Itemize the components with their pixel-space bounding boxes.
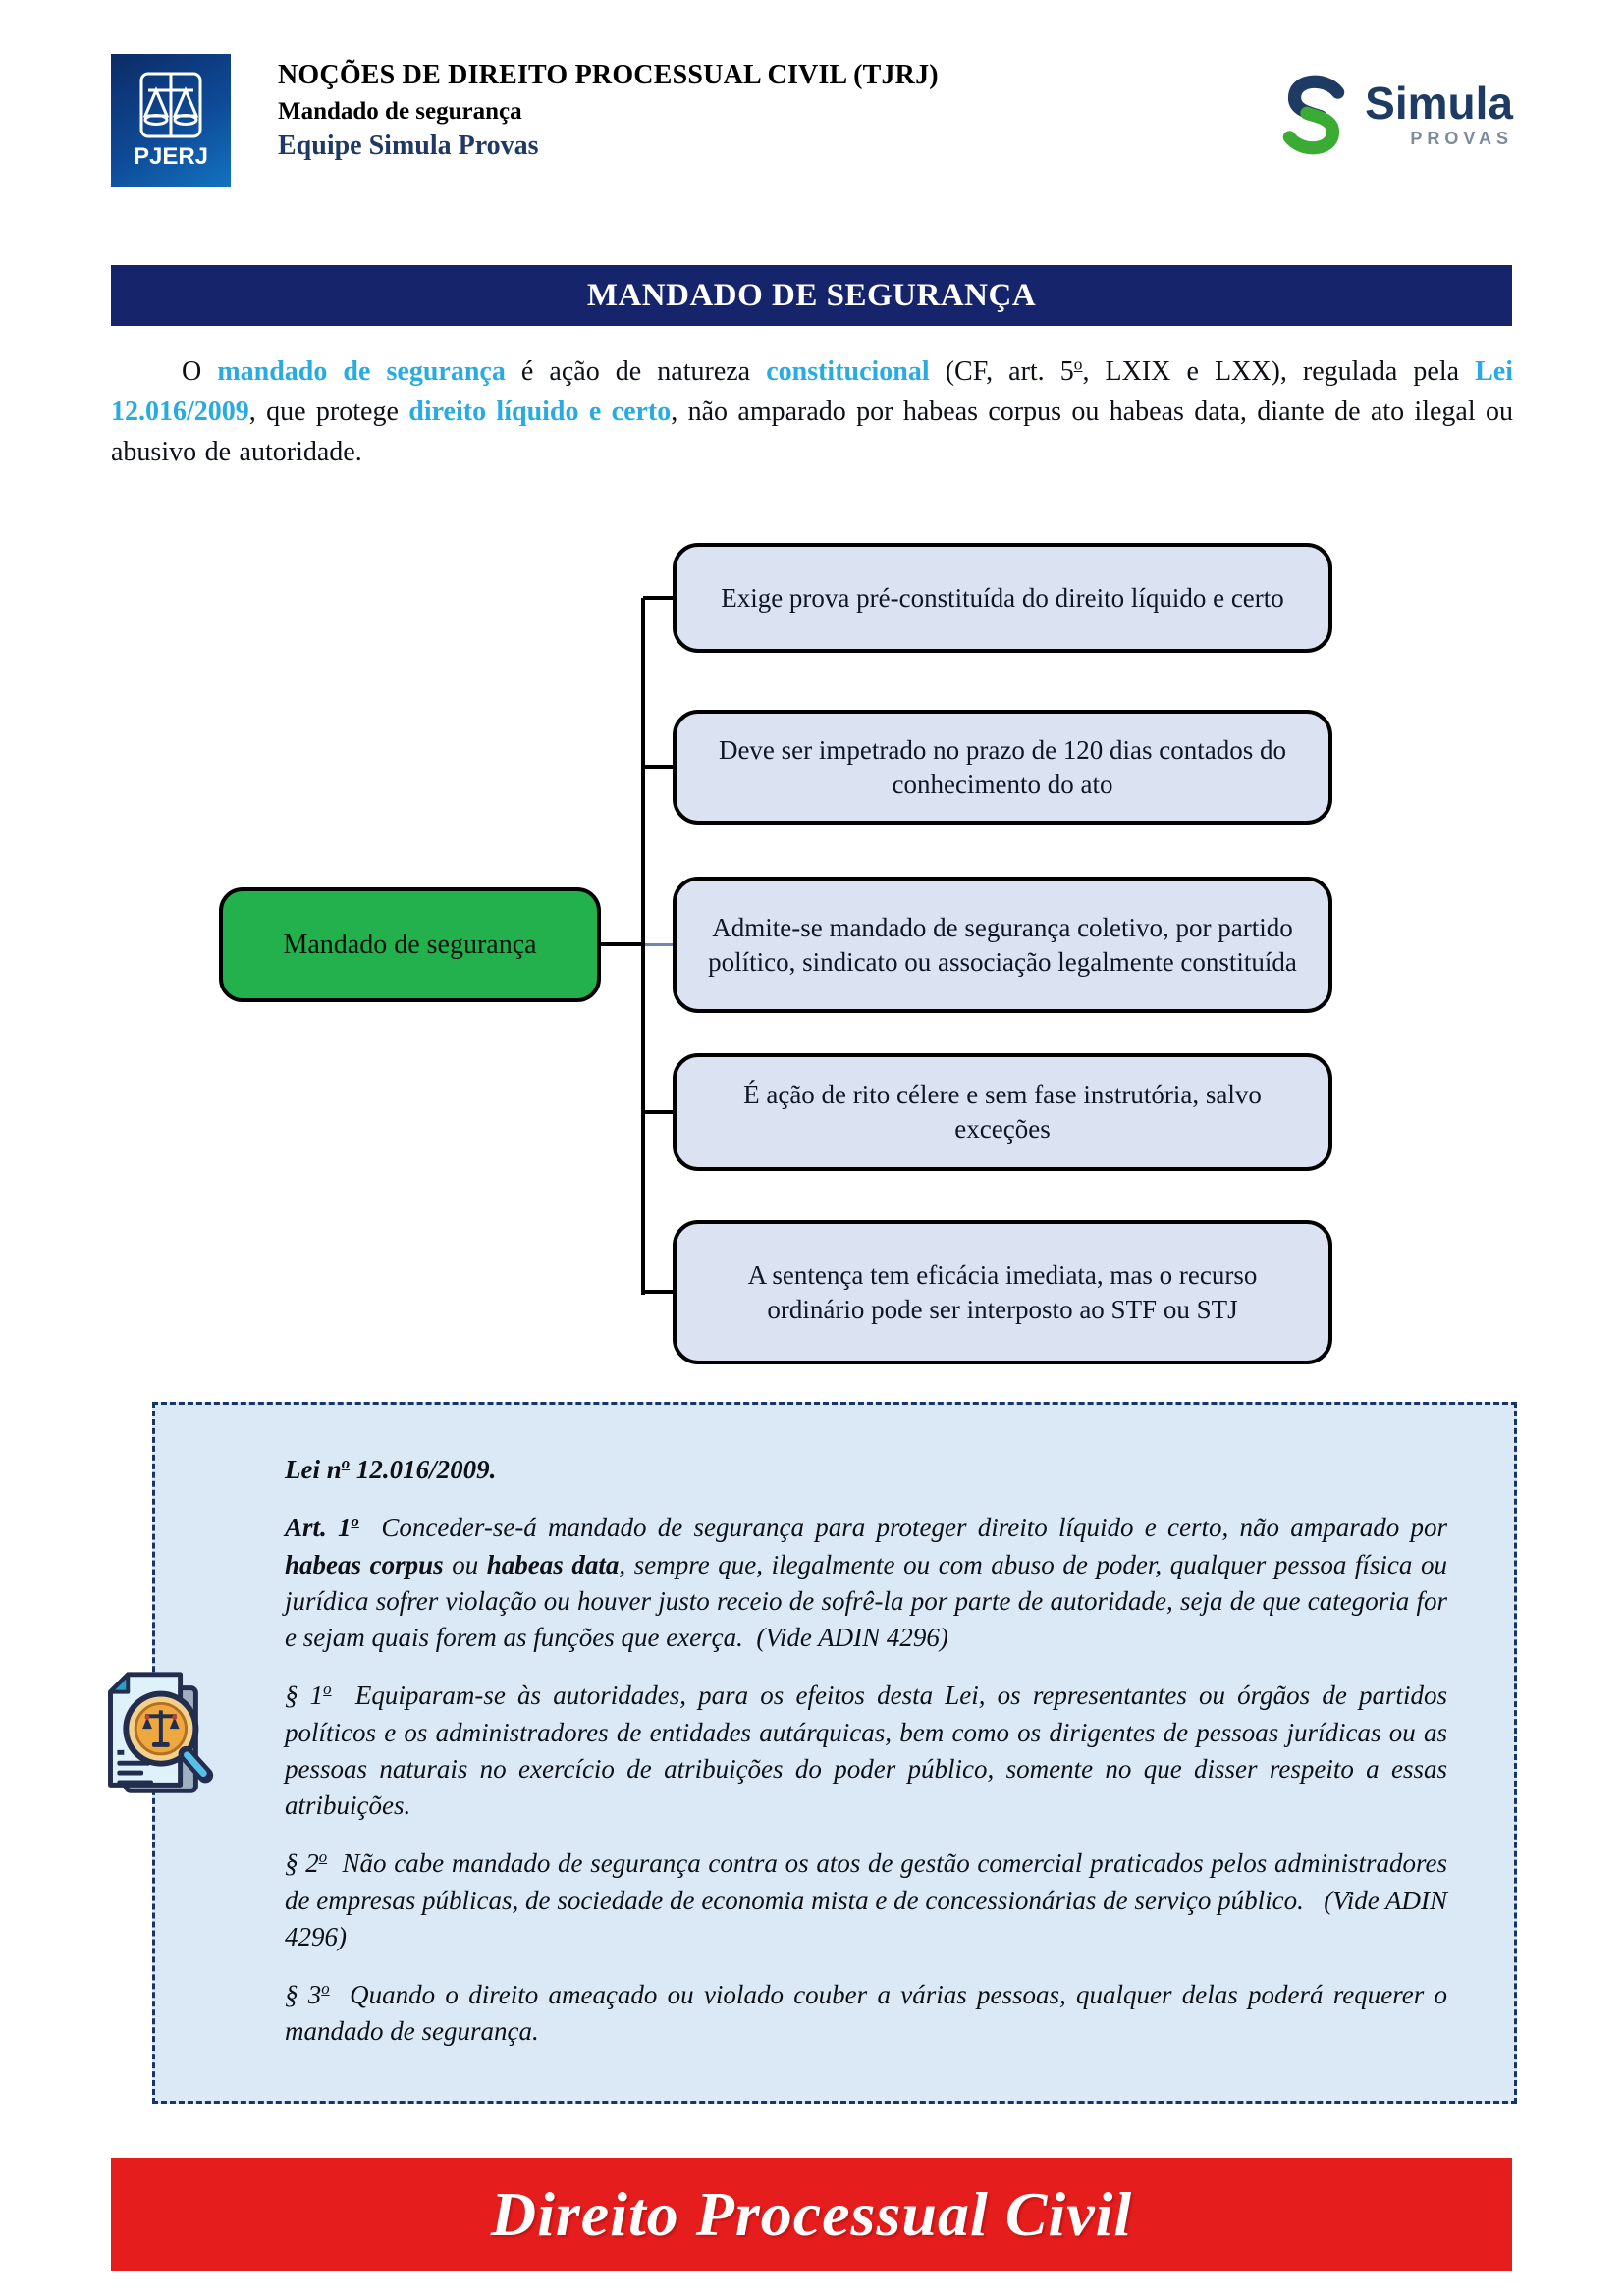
connector-branch-4: [643, 1110, 675, 1114]
law-paragraph-par3: § 3$^o$ Quando o direito ameaçado ou violado couber a várias pessoas, qualquer delas poderá requerer o mandado de segurança.: [285, 1979, 1447, 2047]
connector-spine: [641, 598, 645, 1295]
concept-diagram: [111, 540, 1513, 1369]
branch-node-2: Deve ser impetrado no prazo de 120 dias contados do conhecimento do ato: [673, 710, 1332, 825]
law-paragraph-par2: § 2$^o$ Não cabe mandado de segurança contra os atos de gestão comercial praticados pelos administradores de empresas públicas, de sociedade de economia mista e de concessionárias de serviço público. (Vide ADIN 4296): [285, 1847, 1447, 1951]
simula-s-icon: [1271, 72, 1357, 158]
section-banner: [111, 265, 1512, 326]
simula-provas-logo: [1271, 54, 1513, 158]
header-titles: [278, 54, 939, 162]
branch-node-5: A sentença tem eficácia imediata, mas o recurso ordinário pode ser interposto ao STF ou STJ: [673, 1220, 1332, 1364]
brand-text: [1365, 80, 1513, 149]
scales-of-justice-icon: [122, 66, 220, 176]
section-banner-title: MANDADO DE SEGURANÇA: [586, 277, 1037, 313]
lesson-title: Mandado de segurança: [278, 98, 522, 125]
footer-banner: [111, 2158, 1512, 2271]
document-magnifier-icon: [84, 1661, 214, 1816]
branch-node-1: Exige prova pré-constituída do direito líquido e certo: [673, 543, 1332, 653]
connector-branch-1: [643, 596, 675, 600]
law-quote-box: [152, 1402, 1517, 2104]
brand-subtitle: PROVAS: [1410, 129, 1513, 148]
pjerj-logo-text: PJERJ: [133, 142, 209, 170]
brand-name: Simula: [1365, 78, 1513, 129]
page-header: [111, 54, 1513, 187]
team-name: Equipe Simula Provas: [278, 131, 539, 161]
connector-branch-2: [643, 765, 675, 769]
connector-branch-3: [645, 943, 675, 946]
branch-node-4: É ação de rito célere e sem fase instrutória, salvo exceções: [673, 1053, 1332, 1171]
intro-paragraph: O mandado de segurança é ação de natureza constitucional (CF, art. 5$^o$, LXIX e LXX), regulada pela Lei 12.016/2009, que protege direito líquido e certo, não amparado por habeas corpus ou habeas data, diante de ato ilegal ou abusivo de autoridade.: [111, 354, 1513, 468]
root-node: Mandado de segurança: [219, 887, 601, 1002]
law-paragraph-par1: § 1$^o$ Equiparam-se às autoridades, para os efeitos desta Lei, os representantes ou órgãos de partidos políticos e os administradores de entidades autárquicas, bem como os dirigentes de pessoas jurídicas ou as pessoas naturais no exercício de atribuições do poder público, somente no que disser respeito a essas atribuições.: [285, 1680, 1448, 1820]
course-title: NOÇÕES DE DIREITO PROCESSUAL CIVIL (TJRJ): [278, 60, 939, 90]
branch-node-3: Admite-se mandado de segurança coletivo, por partido político, sindicato ou associação legalmente constituída: [673, 877, 1332, 1013]
connector-root: [599, 942, 643, 946]
pjerj-logo: [111, 54, 231, 187]
law-paragraph-art1: Art. 1$^o$ Conceder-se-á mandado de segurança para proteger direito líquido e certo, não amparado por habeas corpus ou habeas data, sempre que, ilegalmente ou com abuso de poder, qualquer pessoa física ou jurídica sofrer violação ou houver justo receio de sofrê-la por parte de autoridade, seja de que categoria for e sejam quais forem as funções que exerça. (Vide ADIN 4296): [285, 1512, 1447, 1652]
footer-title: Direito Processual Civil: [490, 2179, 1133, 2249]
connector-branch-5: [643, 1290, 675, 1294]
law-title: Lei $n^o$ 12.016/2009.: [285, 1454, 497, 1484]
